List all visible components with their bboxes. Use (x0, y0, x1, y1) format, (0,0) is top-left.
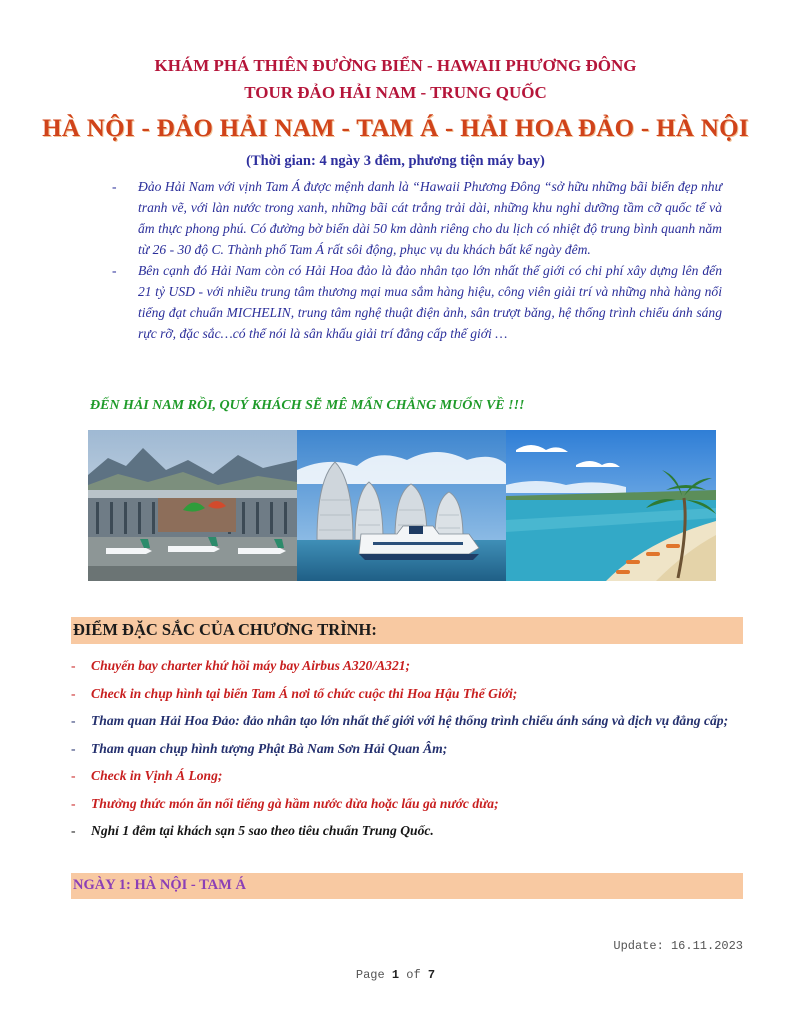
highlight-item (71, 817, 751, 845)
bullet-dash: - (71, 768, 76, 783)
highlight-item (71, 680, 751, 708)
bullet-dash: - (112, 179, 117, 194)
highlight-text: Tham quan Hải Hoa Đảo: đảo nhân tạo lớn nhất thế giới với hệ thống trình chiếu ánh sáng và dịch vụ đẳng cấp; (91, 713, 729, 728)
slogan: ĐẾN HẢI NAM RỒI, QUÝ KHÁCH SẼ MÊ MẨN CHẲNG MUỐN VỀ !!! (90, 398, 525, 413)
section-heading-bar (71, 617, 743, 644)
header-title-line-1: KHÁM PHÁ THIÊN ĐƯỜNG BIỂN - HAWAII PHƯƠNG ĐÔNG (154, 56, 637, 75)
day-1-title: NGÀY 1: HÀ NỘI - TAM Á (73, 877, 246, 893)
highlight-text: Thưởng thức món ăn nổi tiếng gà hầm nước dừa hoặc lẩu gà nước dừa; (91, 795, 499, 811)
beach-photo (506, 430, 716, 581)
page-total: 7 (427, 968, 436, 982)
bullet-dash: - (71, 713, 76, 728)
update-date: Update: 16.11.2023 (613, 939, 743, 953)
intro-item (112, 260, 722, 344)
page-word: Page (355, 968, 385, 982)
highlight-item (71, 652, 751, 680)
highlights-list (71, 652, 751, 845)
intro-item-text: Bên cạnh đó Hải Nam còn có Hải Hoa đảo là đảo nhân tạo lớn nhất thế giới có chi phí xây dựng lên đến 21 tỷ USD - với nhiều trung tâm thương mại mua sắm hàng hiệu, công viên giải trí và những nhà hàng nổi tiếng đạt chuẩn MICHELIN, trung tâm nghệ thuật điện ảnh, sân trượt băng, hệ thống trình chiếu ánh sáng rực rỡ, đặc sắc…có thể nói là sân khấu giải trí đẳng cấp thế giới … (138, 263, 722, 341)
highlight-item (71, 790, 751, 818)
bullet-dash: - (112, 263, 117, 278)
highlight-text: Chuyến bay charter khứ hồi máy bay Airbus A320/A321; (91, 658, 411, 673)
day-heading-bar (71, 873, 743, 899)
tour-route-title: HÀ NỘI - ĐẢO HẢI NAM - TAM Á - HẢI HOA ĐẢO - HÀ NỘI (42, 115, 749, 142)
intro-item-text: Đảo Hải Nam với vịnh Tam Á được mệnh danh là “Hawaii Phương Đông “sở hữu những bãi biển đẹp như tranh vẽ, với làn nước trong xanh, những bãi cát trắng trải dài, những khu nghỉ dưỡng tầm cỡ quốc tế và ẩm thực phong phú. Có đường bờ biển dài 50 km dành riêng cho du lịch có nhiệt độ trung bình quanh năm từ 26 - 30 độ C. Thành phố Tam Á rất sôi động, phục vụ du khách bất kể ngày đêm. (138, 179, 722, 257)
bullet-dash: - (71, 685, 76, 701)
bullet-dash: - (71, 795, 76, 811)
header-title-line-2: TOUR ĐẢO HẢI NAM - TRUNG QUỐC (244, 83, 547, 102)
highlight-text: Nghỉ 1 đêm tại khách sạn 5 sao theo tiêu chuẩn Trung Quốc. (91, 823, 434, 838)
highlight-text: Check in Vịnh Á Long; (91, 768, 223, 783)
bullet-dash: - (71, 740, 76, 756)
airport-photo (88, 430, 297, 581)
tour-duration: (Thời gian: 4 ngày 3 đêm, phương tiện máy bay) (246, 153, 545, 169)
highlight-text: Tham quan chụp hình tượng Phật Bà Nam Sơn Hải Quan Âm; (91, 740, 448, 756)
highlight-item (71, 707, 751, 735)
page-number (0, 968, 791, 982)
bullet-dash: - (71, 823, 76, 838)
highlight-item (71, 762, 751, 790)
intro-item (112, 176, 722, 260)
page-of: of (406, 968, 421, 982)
section-title: ĐIỂM ĐẶC SẮC CỦA CHƯƠNG TRÌNH: (73, 620, 377, 639)
intro-list (112, 176, 722, 344)
photo-strip (88, 430, 716, 581)
bullet-dash: - (71, 658, 76, 673)
highlight-item (71, 735, 751, 763)
page-current: 1 (391, 968, 400, 982)
highlight-text: Check in chụp hình tại biển Tam Á nơi tổ chức cuộc thi Hoa Hậu Thế Giới; (91, 685, 518, 701)
phoenix-island-photo (297, 430, 506, 581)
